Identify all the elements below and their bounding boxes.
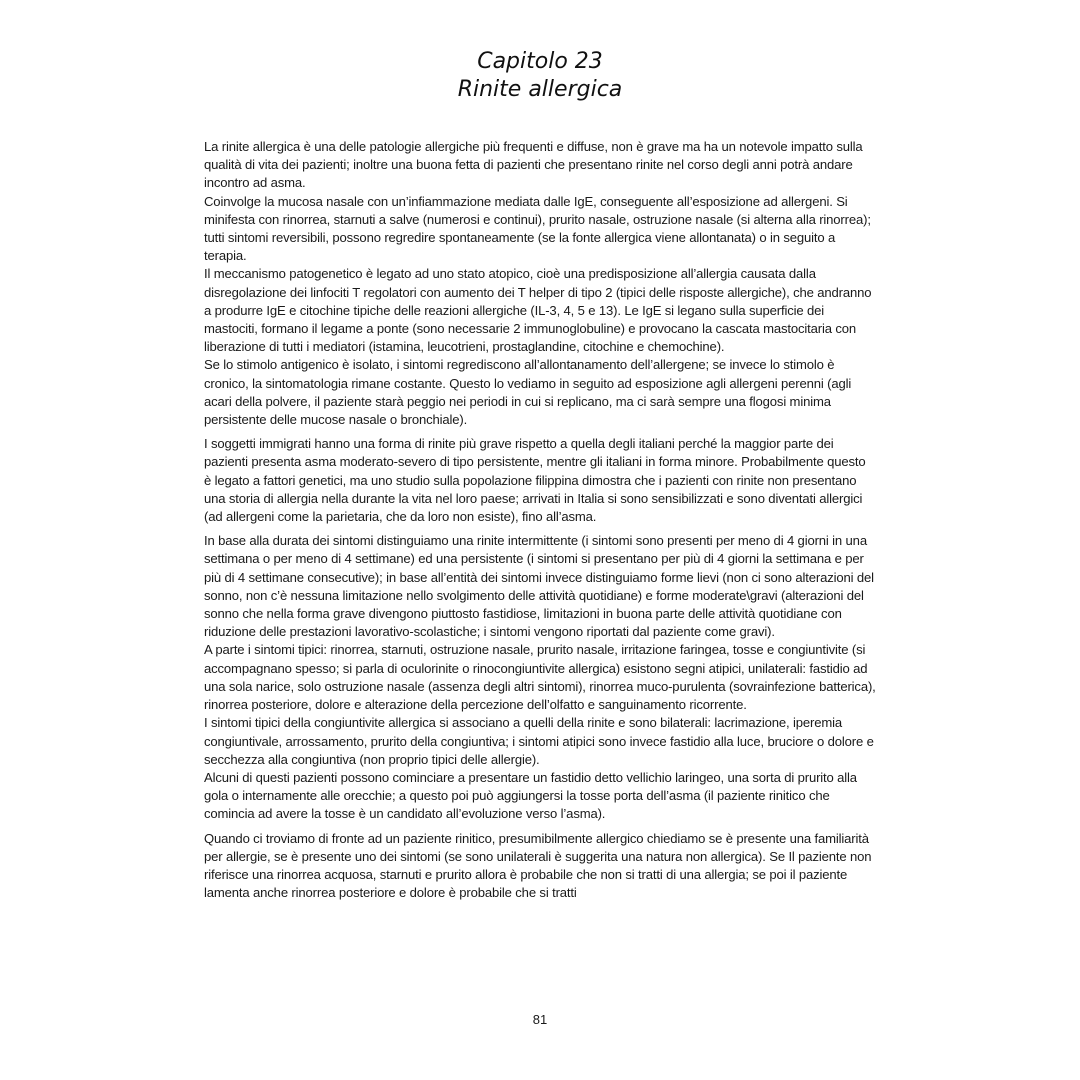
paragraph: In base alla durata dei sintomi distinguiamo una rinite intermittente (i sintomi sono presenti per meno di 4 giorni in una settimana o per meno di 4 settimane) ed una persistente (i sintomi si presentano per più di 4 giorni la settimana e per più di 4 settimane consecutive); in base all’entità dei sintomi invece distinguiamo forme lievi (non ci sono alterazioni del sonno, non c’è nessuna limitazione nello svolgimento delle attività quotidiane) e forme moderate\gravi (alterazioni del sonno che nella forma grave divengono piuttosto fastidiose, limitazioni in buona parte delle attività quotidiane con riduzione delle prestazioni lavorativo-scolastiche; i sintomi vengono riportati dal paziente come gravi). — [204, 533, 874, 640]
paragraph: Coinvolge la mucosa nasale con un’infiammazione mediata dalle IgE, conseguente all’esposizione ad allergeni. Si minifesta con rinorrea, starnuti a salve (numerosi e continui), prurito nasale, ostruzione nasale (si alterna alla rinorrea); tutti sintomi reversibili, possono regredire spontaneamente (se la fonte allergica viene allontanata) o in seguito a terapia. — [204, 193, 871, 264]
paragraph: Se lo stimolo antigenico è isolato, i sintomi regrediscono all’allontanamento dell’allergene; se invece lo stimolo è cronico, la sintomatologia rimane costante. Questo lo vediamo in seguito ad esposizione agli allergeni perenni (agli acari della polvere, il paziente starà peggio nei periodi in cui si replicano, ma ci sarà sempre una flogosi minima persistente delle mucose nasale o bronchiale). — [204, 357, 852, 428]
paragraph: Il meccanismo patogenetico è legato ad uno stato atopico, cioè una predisposizione all’allergia causata dalla disregolazione dei linfociti T regolatori con aumento dei T helper di tipo 2 (tipici delle risposte allergiche), che andranno a produrre IgE e citochine tipiche delle reazioni allergiche (IL-3, 4, 5 e 13). Le IgE si legano sulla superficie dei mastociti, formano il legame a ponte (sono necessarie 2 immunoglobuline) e provocano la cascata mastocitaria con liberazione di tutti i mediatori (istamina, leucotrieni, prostaglandine, citochine e chemochine). — [204, 266, 872, 355]
chapter-title: Rinite allergica — [457, 77, 623, 102]
paragraph: Quando ci troviamo di fronte ad un paziente rinitico, presumibilmente allergico chiediamo se è presente una familiarità per allergie, se è presente uno dei sintomi (se sono unilaterali è suggerita una natura non allergica). Se Il paziente non riferisce una rinorrea acquosa, starnuti e prurito allora è probabile che non si tratti di una allergia; se poi il paziente lamenta anche rinorrea posteriore e dolore è probabile che si tratti — [204, 830, 872, 901]
paragraph: I sintomi tipici della congiuntivite allergica si associano a quelli della rinite e sono bilaterali: lacrimazione, iperemia congiuntivale, arrossamento, prurito della congiuntiva; i sintomi atipici sono invece fastidio alla luce, bruciore o dolore e secchezza alla congiuntiva (non proprio tipici delle allergie). — [204, 715, 874, 767]
paragraph: La rinite allergica è una delle patologie allergiche più frequenti e diffuse, non è grave ma ha un notevole impatto sulla qualità di vita dei pazienti; inoltre una buona fetta di pazienti che presentano rinite nel corso degli anni potrà andare incontro ad asma. — [204, 139, 863, 191]
page-number: 81 — [532, 1012, 548, 1027]
paragraph: I soggetti immigrati hanno una forma di rinite più grave rispetto a quella degli italiani perché la maggior parte dei pazienti presenta asma moderato-severo di tipo persistente, mentre gli italiani in forma minore. Probabilmente questo è legato a fattori genetici, ma uno studio sulla popolazione filippina dimostra che i pazienti con rinite non presentano una storia di allergia nella durante la vita nel loro paese; arrivati in Italia si sono sensibilizzati e sono diventati allergici (ad allergeni come la parietaria, che da loro non esiste), fino all’asma. — [204, 436, 866, 525]
paragraph: Alcuni di questi pazienti possono cominciare a presentare un fastidio detto vellichio laringeo, una sorta di prurito alla gola o internamente alle orecchie; a questo poi può aggiungersi la tosse porta dell’asma (il paziente rinitico che comincia ad avere la tosse è un candidato all’evoluzione verso l’asma). — [204, 769, 857, 822]
body-text — [204, 138, 876, 902]
chapter-heading — [0, 48, 1080, 104]
paragraph: A parte i sintomi tipici: rinorrea, starnuti, ostruzione nasale, prurito nasale, irritazione faringea, tosse e congiuntivite (si accompagnano spesso; si parla di oculorinite o rinocongiuntivite allergica) esistono segni atipici, unilaterali: fastidio ad una sola narice, solo ostruzione nasale (assenza degli altri sintomi), rinorrea muco-purulenta (sovrainfezione batterica), rinorrea posteriore, dolore e alterazione della percezione dell’olfatto e sanguinamento ricorrente. — [204, 642, 876, 713]
chapter-number: Capitolo 23 — [477, 49, 603, 74]
